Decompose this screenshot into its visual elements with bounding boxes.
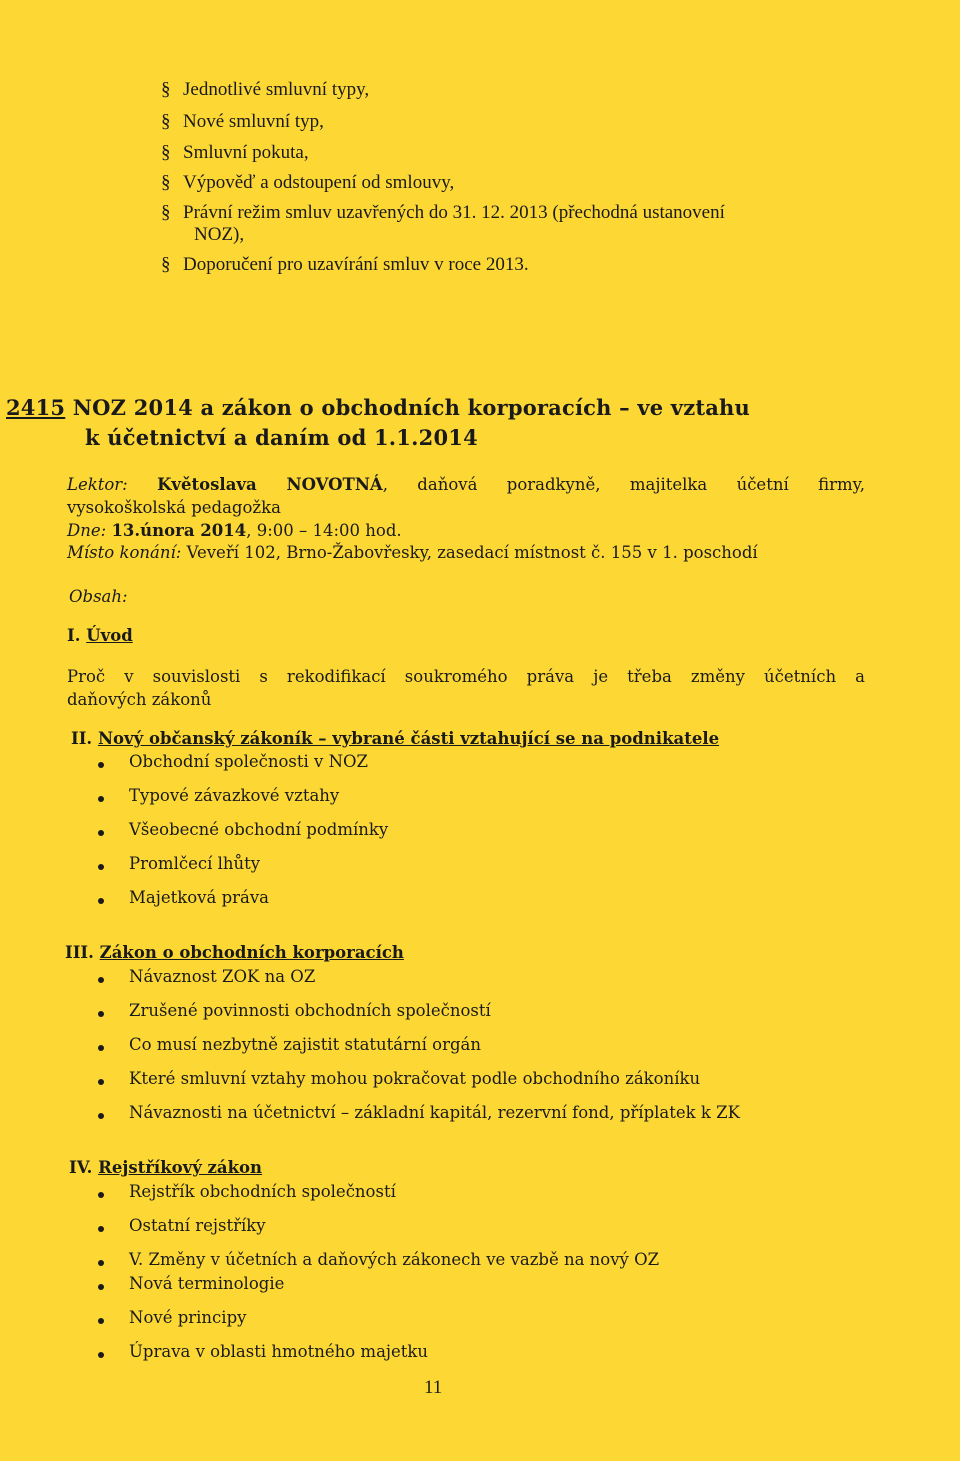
content-label: Obsah: [69, 587, 128, 606]
section-sign-icon: § [161, 142, 171, 163]
lector-description-cont: vysokoškolská pedagožka [67, 498, 281, 517]
lector-label: Lektor: [67, 475, 128, 494]
list-item: Promlčecí lhůty [129, 854, 261, 873]
section-sign-icon: § [161, 254, 171, 275]
bullet-icon [98, 1260, 104, 1266]
course-title-line2: k účetnictví a daním od 1.1.2014 [85, 425, 478, 450]
top-list-item: Výpověď a odstoupení od smlouvy, [183, 172, 455, 193]
date-value: 13.února 2014 [111, 521, 247, 540]
section-sign-icon: § [161, 172, 171, 193]
top-list-item-continuation: NOZ), [194, 224, 245, 245]
section-3-title [65, 943, 404, 962]
course-title-line1: NOZ 2014 a zákon o obchodních korporacích – ve vztahu [72, 395, 750, 420]
place-label: Místo konání: [67, 543, 182, 562]
section-1-number: I. [67, 626, 81, 645]
list-item: Nové principy [129, 1308, 247, 1327]
list-item: Typové závazkové vztahy [129, 786, 340, 805]
section-1-title-text: Úvod [86, 626, 133, 645]
section-1-text: Proč v souvislosti s rekodifikací soukromého práva je třeba změny účetních a [67, 667, 865, 686]
bullet-icon [98, 1284, 104, 1290]
section-2-title-text: Nový občanský zákoník – vybrané části vztahující se na podnikatele [97, 729, 720, 748]
bullet-icon [98, 1113, 104, 1119]
top-list-item: Jednotlivé smluvní typy, [183, 79, 370, 100]
section-1-text-cont: daňových zákonů [67, 690, 212, 709]
list-item: Úprava v oblasti hmotného majetku [129, 1342, 429, 1361]
list-item: V. Změny v účetních a daňových zákonech ve vazbě na nový OZ [129, 1250, 660, 1269]
section-sign-icon: § [161, 79, 171, 100]
bullet-icon [98, 898, 104, 904]
list-item: Rejstřík obchodních společností [129, 1182, 396, 1201]
bullet-icon [98, 796, 104, 802]
page-number: 11 [424, 1377, 443, 1398]
bullet-icon [98, 830, 104, 836]
list-item: Co musí nezbytně zajistit statutární orgán [129, 1035, 482, 1054]
date-label: Dne: [67, 521, 107, 540]
list-item: Návaznost ZOK na OZ [129, 967, 316, 986]
section-1-title [67, 626, 133, 645]
course-number: 2415 [6, 395, 66, 420]
top-list-item: Nové smluvní typ, [183, 111, 324, 132]
list-item: Všeobecné obchodní podmínky [129, 820, 389, 839]
section-4-title-text: Rejstříkový zákon [98, 1158, 263, 1177]
date-line [67, 521, 402, 540]
bullet-icon [98, 1011, 104, 1017]
place-line [67, 543, 758, 562]
bullet-icon [98, 1318, 104, 1324]
list-item: Které smluvní vztahy mohou pokračovat podle obchodního zákoníku [129, 1069, 701, 1088]
course-heading [6, 395, 750, 420]
section-2-title [71, 729, 719, 748]
bullet-icon [98, 1045, 104, 1051]
top-list-item: Právní režim smluv uzavřených do 31. 12. 2013 (přechodná ustanovení [183, 202, 725, 223]
bullet-icon [98, 864, 104, 870]
lector-line [67, 475, 865, 494]
lector-name: Květoslava NOVOTNÁ [157, 475, 383, 494]
bullet-icon [98, 1352, 104, 1358]
bullet-icon [98, 1079, 104, 1085]
top-list-item: Smluvní pokuta, [183, 142, 309, 163]
date-time: , 9:00 – 14:00 hod. [246, 521, 402, 540]
lector-description: , daňová poradkyně, majitelka účetní firmy, [382, 475, 865, 494]
section-4-number: IV. [69, 1158, 93, 1177]
list-item: Zrušené povinnosti obchodních společností [129, 1001, 491, 1020]
bullet-icon [98, 1226, 104, 1232]
section-sign-icon: § [161, 111, 171, 132]
place-value: Veveří 102, Brno-Žabovřesky, zasedací místnost č. 155 v 1. poschodí [186, 543, 758, 562]
bullet-icon [98, 762, 104, 768]
section-3-number: III. [65, 943, 94, 962]
bullet-icon [98, 977, 104, 983]
list-item: Nová terminologie [129, 1274, 285, 1293]
list-item: Návaznosti na účetnictví – základní kapitál, rezervní fond, příplatek k ZK [129, 1103, 740, 1122]
section-4-title [69, 1158, 262, 1177]
list-item: Ostatní rejstříky [129, 1216, 266, 1235]
list-item: Majetková práva [129, 888, 270, 907]
top-list-item: Doporučení pro uzavírání smluv v roce 2013. [183, 254, 529, 275]
section-2-number: II. [71, 729, 93, 748]
bullet-icon [98, 1192, 104, 1198]
list-item: Obchodní společnosti v NOZ [129, 752, 369, 771]
section-sign-icon: § [161, 202, 171, 223]
section-3-title-text: Zákon o obchodních korporacích [99, 943, 404, 962]
